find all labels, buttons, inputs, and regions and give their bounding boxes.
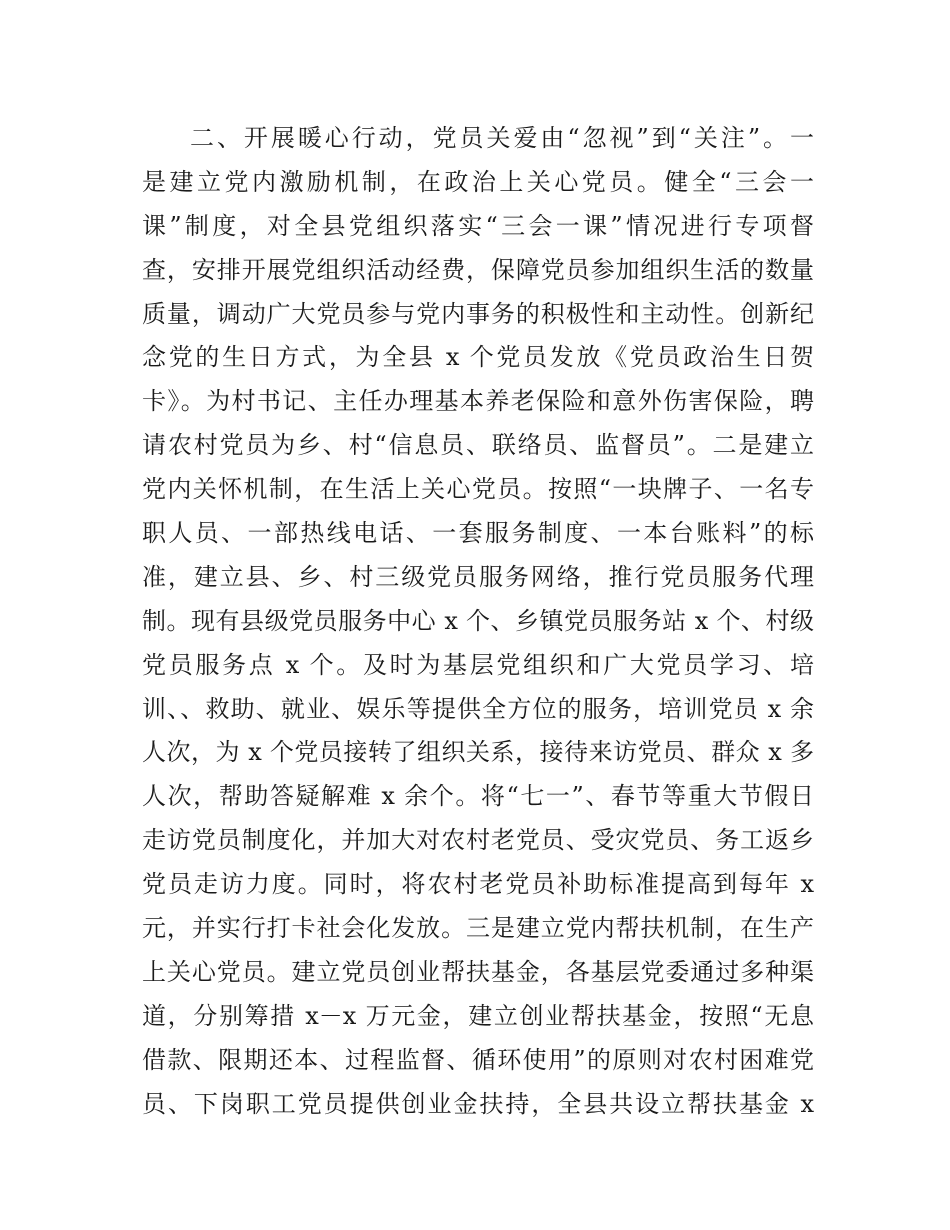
text-line: 党员走访力度。同时，将农村老党员补助标准提高到每年 x — [142, 870, 814, 899]
text-line: 党内关怀机制，在生活上关心党员。按照“一块牌子、一名专 — [142, 475, 814, 504]
text-line: 元，并实行打卡社会化发放。三是建立党内帮扶机制，在生产 — [142, 914, 814, 943]
text-line: 是建立党内激励机制，在政治上关心党员。健全“三会一 — [142, 167, 814, 196]
text-line: 质量，调动广大党员参与党内事务的积极性和主动性。创新纪 — [142, 299, 814, 328]
text-line: 卡》。为村书记、主任办理基本养老保险和意外伤害保险，聘 — [142, 387, 814, 416]
text-line: 准，建立县、乡、村三级党员服务网络，推行党员服务代理 — [142, 562, 814, 591]
text-line: 人次，帮助答疑解难 x 余个。将“七一”、春节等重大节假日 — [142, 782, 814, 811]
text-line: 请农村党员为乡、村“信息员、联络员、监督员”。二是建立 — [142, 431, 814, 460]
text-line: 查，安排开展党组织活动经费，保障党员参加组织生活的数量 — [142, 255, 814, 284]
text-line: 二、开展暖心行动，党员关爱由“忽视”到“关注”。一 — [190, 124, 814, 152]
text-line: 职人员、一部热线电话、一套服务制度、一本台账料”的标 — [142, 519, 814, 548]
body-paragraph — [142, 117, 814, 1126]
text-line: 走访党员制度化，并加大对农村老党员、受灾党员、务工返乡 — [142, 826, 814, 855]
text-line: 课”制度，对全县党组织落实“三会一课”情况进行专项督 — [142, 211, 814, 240]
text-line: 念党的生日方式，为全县 x 个党员发放《党员政治生日贺 — [142, 343, 814, 372]
text-line: 员、下岗职工党员提供创业金扶持，全县共设立帮扶基金 x — [142, 1089, 814, 1118]
text-line: 党员服务点 x 个。及时为基层党组织和广大党员学习、培 — [142, 650, 814, 679]
text-line: 训、、救助、就业、娱乐等提供全方位的服务，培训党员 x 余 — [142, 694, 814, 723]
text-line: 道，分别筹措 x－x 万元金，建立创业帮扶基金，按照“无息 — [142, 1001, 814, 1030]
text-line: 制。现有县级党员服务中心 x 个、乡镇党员服务站 x 个、村级 — [142, 606, 814, 635]
text-line: 借款、限期还本、过程监督、循环使用”的原则对农村困难党 — [142, 1045, 814, 1074]
text-line: 人次，为 x 个党员接转了组织关系，接待来访党员、群众 x 多 — [142, 738, 814, 767]
text-line: 上关心党员。建立党员创业帮扶基金，各基层党委通过多种渠 — [142, 957, 814, 986]
